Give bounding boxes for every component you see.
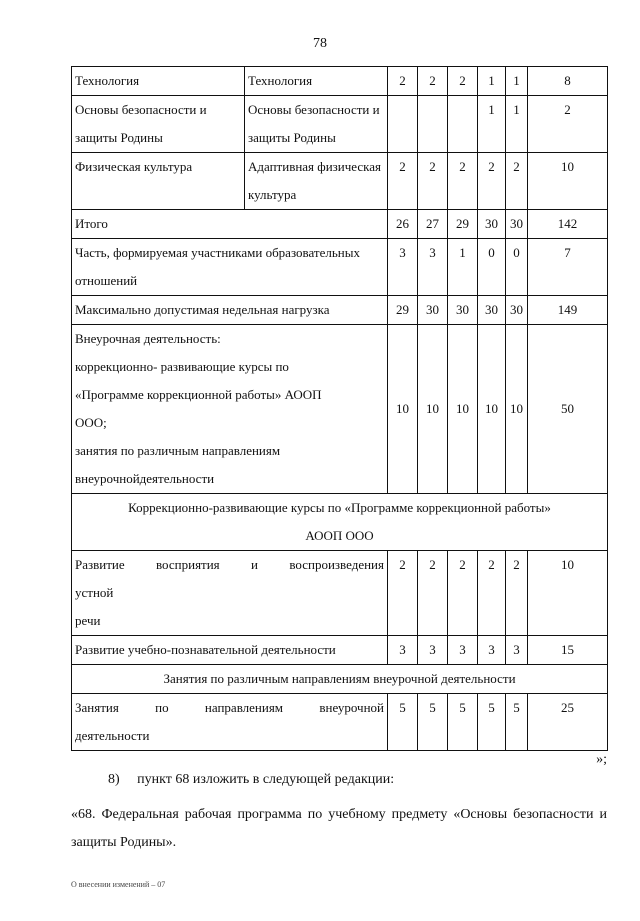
cell-line: ООО; — [75, 415, 107, 430]
footer-note: О внесении изменений – 07 — [71, 880, 166, 889]
directions-row — [72, 694, 608, 751]
cell-line: устной — [75, 585, 114, 600]
page-number: 78 — [313, 36, 327, 51]
extracurricular-label — [72, 325, 388, 494]
grade-hours-cell: 5 — [448, 694, 478, 751]
grade-hours-cell: 27 — [418, 210, 448, 239]
part-formed-row — [72, 239, 608, 296]
subject-cell: Технология — [245, 67, 388, 96]
cell-line: деятельности — [75, 728, 150, 743]
amendment-text: «68. Федеральная рабочая программа по учебному предмету «Основы безопасности и защиты Родины». — [71, 807, 607, 850]
section-header-correction — [72, 494, 608, 551]
cell-line: Занятия по направлениям внеурочной — [75, 700, 384, 715]
grade-hours-cell — [418, 96, 448, 153]
grade-hours-cell: 1 — [506, 96, 528, 153]
grade-hours-cell: 5 — [388, 694, 418, 751]
cognitive-row — [72, 636, 608, 665]
cognitive-label: Развитие учебно-познавательной деятельности — [72, 636, 388, 665]
amendment-item: 8) пункт 68 изложить в следующей редакции: — [108, 772, 395, 787]
section-header-row — [72, 665, 608, 694]
subject-area-cell: Основы безопасности и защиты Родины — [72, 96, 245, 153]
table-row — [72, 153, 608, 210]
total-hours-cell: 8 — [528, 67, 608, 96]
section-header-row — [72, 494, 608, 551]
part-formed-label: Часть, формируемая участниками образовательных отношений — [72, 239, 388, 296]
grade-hours-cell: 2 — [478, 551, 506, 636]
grade-hours-cell: 29 — [448, 210, 478, 239]
grade-hours-cell: 30 — [418, 296, 448, 325]
subject-area-cell: Физическая культура — [72, 153, 245, 210]
total-hours-cell: 10 — [528, 551, 608, 636]
subject-cell: Основы безопасности и защиты Родины — [245, 96, 388, 153]
grade-hours-cell: 3 — [506, 636, 528, 665]
max-load-label: Максимально допустимая недельная нагрузка — [72, 296, 388, 325]
total-hours-cell: 15 — [528, 636, 608, 665]
cell-line: внеурочнойдеятельности — [75, 471, 215, 486]
grade-hours-cell: 5 — [418, 694, 448, 751]
grade-hours-cell: 2 — [388, 153, 418, 210]
grade-hours-cell: 3 — [388, 636, 418, 665]
grade-hours-cell: 29 — [388, 296, 418, 325]
grade-hours-cell: 2 — [506, 551, 528, 636]
cell-line: АООП ООО — [305, 528, 374, 543]
grade-hours-cell: 30 — [478, 296, 506, 325]
grade-hours-cell: 2 — [478, 153, 506, 210]
cell-line: Развитие восприятия и воспроизведения — [75, 557, 384, 572]
total-hours-cell: 2 — [528, 96, 608, 153]
curriculum-table — [71, 66, 608, 751]
perception-label — [72, 551, 388, 636]
total-hours-cell: 50 — [528, 325, 608, 494]
cell-line: «Программе коррекционной работы» АООП — [75, 387, 322, 402]
cell-line: коррекционно- развивающие курсы по — [75, 359, 289, 374]
itogo-label: Итого — [72, 210, 388, 239]
grade-hours-cell: 30 — [506, 296, 528, 325]
grade-hours-cell: 30 — [478, 210, 506, 239]
grade-hours-cell: 0 — [506, 239, 528, 296]
closing-quote: »; — [596, 752, 607, 767]
perception-row — [72, 551, 608, 636]
grade-hours-cell: 0 — [478, 239, 506, 296]
grade-hours-cell: 2 — [418, 67, 448, 96]
grade-hours-cell: 2 — [506, 153, 528, 210]
cell-line: речи — [75, 613, 101, 628]
table-row — [72, 67, 608, 96]
cell-line: занятия по различным направлениям — [75, 443, 281, 458]
grade-hours-cell: 1 — [506, 67, 528, 96]
grade-hours-cell: 2 — [388, 67, 418, 96]
max-load-row — [72, 296, 608, 325]
grade-hours-cell: 3 — [418, 239, 448, 296]
section-header-extracurricular: Занятия по различным направлениям внеурочной деятельности — [72, 665, 608, 694]
grade-hours-cell: 2 — [448, 67, 478, 96]
grade-hours-cell: 1 — [478, 96, 506, 153]
grade-hours-cell: 2 — [418, 551, 448, 636]
grade-hours-cell: 3 — [448, 636, 478, 665]
grade-hours-cell — [388, 96, 418, 153]
grade-hours-cell: 30 — [506, 210, 528, 239]
grade-hours-cell: 30 — [448, 296, 478, 325]
itogo-row — [72, 210, 608, 239]
total-hours-cell: 149 — [528, 296, 608, 325]
subject-area-cell: Технология — [72, 67, 245, 96]
grade-hours-cell: 2 — [418, 153, 448, 210]
grade-hours-cell — [448, 96, 478, 153]
directions-label — [72, 694, 388, 751]
grade-hours-cell: 3 — [478, 636, 506, 665]
grade-hours-cell: 26 — [388, 210, 418, 239]
total-hours-cell: 7 — [528, 239, 608, 296]
grade-hours-cell: 1 — [448, 239, 478, 296]
grade-hours-cell: 3 — [388, 239, 418, 296]
grade-hours-cell: 10 — [418, 325, 448, 494]
total-hours-cell: 25 — [528, 694, 608, 751]
grade-hours-cell: 2 — [448, 153, 478, 210]
grade-hours-cell: 3 — [418, 636, 448, 665]
grade-hours-cell: 5 — [478, 694, 506, 751]
grade-hours-cell: 1 — [478, 67, 506, 96]
subject-cell: Адаптивная физическая культура — [245, 153, 388, 210]
grade-hours-cell: 5 — [506, 694, 528, 751]
cell-line: Внеурочная деятельность: — [75, 331, 221, 346]
grade-hours-cell: 10 — [388, 325, 418, 494]
table-row — [72, 96, 608, 153]
grade-hours-cell: 2 — [388, 551, 418, 636]
grade-hours-cell: 10 — [506, 325, 528, 494]
grade-hours-cell: 10 — [478, 325, 506, 494]
grade-hours-cell: 2 — [448, 551, 478, 636]
cell-line: Коррекционно-развивающие курсы по «Программе коррекционной работы» — [128, 500, 551, 515]
total-hours-cell: 10 — [528, 153, 608, 210]
total-hours-cell: 142 — [528, 210, 608, 239]
extracurricular-row — [72, 325, 608, 494]
grade-hours-cell: 10 — [448, 325, 478, 494]
